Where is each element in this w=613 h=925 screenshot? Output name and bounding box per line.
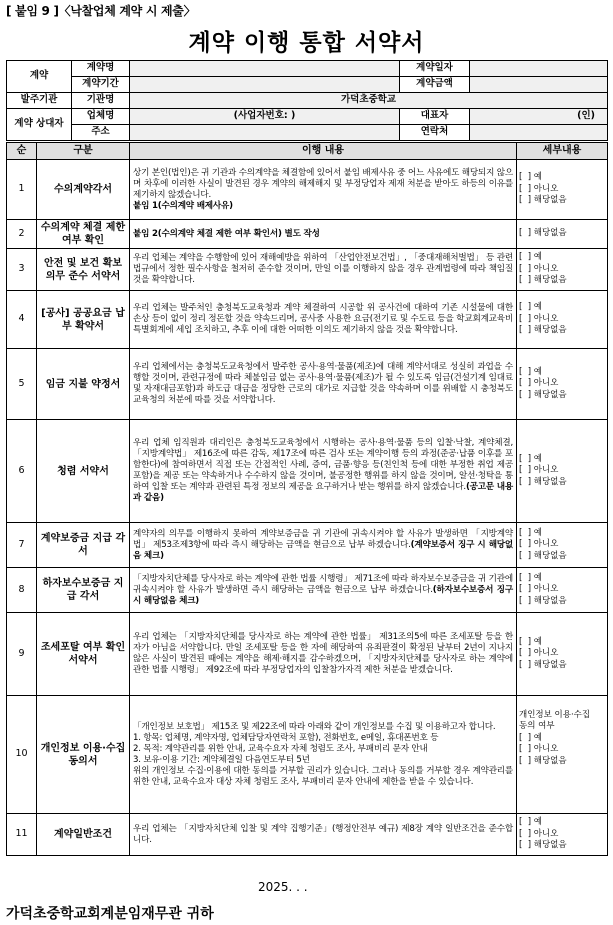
col-details: 세부내용 <box>517 143 608 160</box>
row-category: 안전 및 보건 확보 의무 준수 서약서 <box>37 249 130 291</box>
date-line: 2025. . . <box>258 880 308 894</box>
row-category: 청렴 서약서 <box>37 420 130 523</box>
consent-line: 위의 개인정보 수집·이용에 대한 동의를 거부할 권리가 있습니다. 그러나 동의를 거부할 경우 계약관리를 위한 안내, 교육수요자 대상 자체 청렴도 조사, 부패비리 문자 안내에 제한을 받을 수 있습니다. <box>133 765 513 787</box>
row-category: 수의계약각서 <box>37 160 130 220</box>
table-row <box>7 249 608 291</box>
contract-name-field[interactable] <box>130 61 400 77</box>
consent-line: 2. 목적: 계약관리를 위한 안내, 교육수요자 자체 청렴도 조사, 부패비리 문자 안내 <box>133 743 428 754</box>
row-options[interactable]: [ ] 예 [ ] 아니오 [ ] 해당없음 <box>517 249 608 291</box>
seal-field[interactable]: (인) <box>470 109 608 125</box>
agency-label: 기관명 <box>72 93 130 109</box>
row-category: 임금 지불 약정서 <box>37 349 130 420</box>
ordering-label: 발주기관 <box>7 93 72 109</box>
table-row <box>7 613 608 696</box>
address-field[interactable] <box>130 125 400 141</box>
row-options[interactable]: [ ] 예 [ ] 아니오 [ ] 해당없음 <box>517 613 608 696</box>
row-content: 우리 업체는 발주처인 충청북도교육청과 계약 체결하여 시공할 위 공사건에 대하여 기존 시설물에 대한 손상 등이 없이 정리 정돈할 것을 약속드리며, 공사중 사용한 요금(전기료 및 수도료 등을 학교회계교육비특별회계에 세입 조치하고, 추후 이에 대한 어떠한 이의도 제기하지 않을 것을 확약합니다. <box>130 291 517 349</box>
row-sub: 붙임 2(수의계약 체결 제한 여부 확인서) 별도 작성 <box>133 228 320 239</box>
address-label: 주소 <box>72 125 130 141</box>
table-row <box>7 523 608 568</box>
row-options[interactable]: [ ] 예 [ ] 아니오 [ ] 해당없음 <box>517 568 608 613</box>
row-text: 「지방자치단체를 당사자로 하는 계약에 관한 법률 시행령」 제71조에 따라 하자보수보증금을 귀 기관에 귀속시켜야 할 사유가 발생하면 즉시 해당하는 금액을 현금으로 납부 하겠습니다. <box>133 573 513 595</box>
row-text: 계약자의 의무를 이행하지 못하여 계약보증금을 귀 기관에 귀속시켜야 할 사유가 발생하면 「지방계약법」 제53조제3항에 따라 즉시 해당하는 금액을 현금으로 납부 하겠습니다. <box>133 528 513 550</box>
consent-line: 「개인정보 보호법」 제15조 및 제22조에 따라 아래와 같이 개인정보를 수집 및 이용하고자 합니다. <box>133 721 496 732</box>
contract-amount-field[interactable] <box>470 77 608 93</box>
table-row <box>7 814 608 856</box>
row-options[interactable]: [ ] 예 [ ] 아니오 [ ] 해당없음 <box>517 349 608 420</box>
contract-period-label: 계약기간 <box>72 77 130 93</box>
row-content: 우리 업체는 「지방자치단체를 당사자로 하는 계약에 관한 법률」 제31조의5에 따른 조세포탈 등을 한 자가 아님을 서약합니다. 만일 조세포탈 등을 한 자에 해당하여 유죄판결이 확정된 날부터 2년이 지나지 않은 사실이 발견된 때에는 계약을 해제·해지를 감수하겠으며, 「지방자치단체를 당사자로 하는 계약에 관한 법률 시행령」 제92조에 따라 부정당업자의 입찰참가자격 제한 처분을 받겠습니다. <box>130 613 517 696</box>
contract-name-label: 계약명 <box>72 61 130 77</box>
row-no: 8 <box>7 568 37 613</box>
phone-label: 연락처 <box>400 125 470 141</box>
table-row <box>7 696 608 814</box>
contract-amount-label: 계약금액 <box>400 77 470 93</box>
row-options[interactable]: [ ] 예 [ ] 아니오 [ ] 해당없음 <box>517 420 608 523</box>
page-title: 계약 이행 통합 서약서 <box>188 30 425 56</box>
row-content <box>130 420 517 523</box>
table-row <box>7 220 608 249</box>
row-text: 상기 본인(법인)은 귀 기관과 수의계약을 체결함에 있어서 붙임 배제사유 중 어느 사유에도 해당되지 않으며 차후에 이러한 사실이 발견된 경우 계약의 해제해지 및 부정당업자 제재 처분을 받아도 하등의 이유를 제기하지 않겠습니다. <box>133 167 513 200</box>
row-no: 9 <box>7 613 37 696</box>
consent-line: 3. 보유·이용 기간: 계약체결일 다음연도부터 5년 <box>133 754 310 765</box>
row-category: 수의계약 체결 제한여부 확인 <box>37 220 130 249</box>
row-sub: (하자보수보증서 징구 시 해당없음 체크) <box>133 584 514 606</box>
annex-label: [ 붙임 9 ]〈낙찰업체 계약 시 제출〉 <box>6 4 196 18</box>
row-no: 7 <box>7 523 37 568</box>
col-content: 이행 내용 <box>130 143 517 160</box>
table-row <box>7 291 608 349</box>
row-no: 2 <box>7 220 37 249</box>
row-content <box>130 523 517 568</box>
row-options[interactable]: 개인정보 이용·수집 동의 여부 [ ] 예 [ ] 아니오 [ ] 해당없음 <box>517 696 608 814</box>
row-no: 3 <box>7 249 37 291</box>
contract-period-field[interactable] <box>130 77 400 93</box>
row-options[interactable]: [ ] 예 [ ] 아니오 [ ] 해당없음 <box>517 291 608 349</box>
row-no: 4 <box>7 291 37 349</box>
row-category: 개인정보 이용·수집 동의서 <box>37 696 130 814</box>
company-label: 업체명 <box>72 109 130 125</box>
table-row <box>7 349 608 420</box>
row-category: [공사] 공공요금 납부 확약서 <box>37 291 130 349</box>
row-options[interactable]: [ ] 예 [ ] 아니오 [ ] 해당없음 <box>517 160 608 220</box>
row-content <box>130 568 517 613</box>
col-no: 순 <box>7 143 37 160</box>
contract-date-field[interactable] <box>470 61 608 77</box>
row-no: 5 <box>7 349 37 420</box>
row-content: 우리 업체에서는 충청북도교육청에서 발주한 공사·용역·물품(제조)에 대해 계약서대로 성실히 과업을 수행할 것이며, 관련규정에 따라 체불임금 없는 공사·용역·물품(제조)가 될 수 있도록 임금(건설기계 임대료 및 자재대금포함)과 하도급 대금을 정당한 근로의 대가로 지급할 것을 약속하며 이를 위배할 시 충청북도교육청의 처분에 따를 것을 서약합니다. <box>130 349 517 420</box>
row-no: 10 <box>7 696 37 814</box>
row-content <box>130 696 517 814</box>
row-no: 6 <box>7 420 37 523</box>
row-options[interactable]: [ ] 해당없음 <box>517 220 608 249</box>
table-row <box>7 568 608 613</box>
row-sub: 붙임 1(수의계약 배제사유) <box>133 200 233 211</box>
row-category: 계약보증금 지급 각서 <box>37 523 130 568</box>
row-content <box>130 160 517 220</box>
row-no: 11 <box>7 814 37 856</box>
row-options[interactable]: [ ] 예 [ ] 아니오 [ ] 해당없음 <box>517 523 608 568</box>
party-label: 계약 상대자 <box>7 109 72 141</box>
row-sub: (공고문 내용과 같음) <box>133 482 514 503</box>
row-content: 우리 업체는 「지방자치단체 입찰 및 계약 집행기준」(행정안전부 예규) 제8장 계약 일반조건을 준수합니다. <box>130 814 517 856</box>
row-content <box>130 220 517 249</box>
consent-line: 1. 항목: 업체명, 계약자명, 업체담당자연락처 포함), 전화번호, e메일, 휴대폰번호 등 <box>133 732 439 743</box>
table-row <box>7 160 608 220</box>
table-row <box>7 420 608 523</box>
rep-label: 대표자 <box>400 109 470 125</box>
row-text: 우리 업체 임직원과 대리인은 충청북도교육청에서 시행하는 공사·용역·물품 등의 입찰·낙찰, 계약체결, 「지방계약법」 제16조에 따른 감독, 제17조에 따른 검사 또는 계약이행 등의 과정(준공·납품 이후를 포함한다)에 참여하면서 직접 또는 간접적인 사례, 증여, 금품·향응 등(친인척 등에 대한 부정한 취업 제공 포함)을 제공 또는 약속하거나 수수하지 않을 것이며, 불공정한 행위를 하지 않을 것이며, 알선·청탁을 통하여 입찰 또는 계약과 관련된 특정 정보의 제공을 요구하거나 받는 행위를 하지 않겠습니다. <box>133 438 513 492</box>
row-category: 하자보수보증금 지급 각서 <box>37 568 130 613</box>
agency-value: 가덕초중학교 <box>130 93 608 109</box>
contract-header-table <box>6 60 608 141</box>
col-category: 구분 <box>37 143 130 160</box>
contract-label: 계약 <box>7 61 72 93</box>
bizno-field[interactable]: (사업자번호: ) <box>130 109 400 125</box>
row-content: 우리 업체는 계약을 수행함에 있어 재해예방을 위하여 「산업안전보건법」, 「중대재해처벌법」 등 관련 법규에서 정한 필수사항을 철저히 준수할 것이며, 만일 이를 이행하지 않을 경우 관계법령에 따라 책임질 것을 확약합니다. <box>130 249 517 291</box>
row-sub: (계약보증서 징구 시 해당없음 체크) <box>133 539 514 561</box>
row-category: 조세포탈 여부 확인 서약서 <box>37 613 130 696</box>
footer-addressee: 가덕초중학교회계분임재무관 귀하 <box>6 906 214 922</box>
row-no: 1 <box>7 160 37 220</box>
contract-date-label: 계약일자 <box>400 61 470 77</box>
row-category: 계약일반조건 <box>37 814 130 856</box>
pledge-table <box>6 142 608 856</box>
row-options[interactable]: [ ] 예 [ ] 아니오 [ ] 해당없음 <box>517 814 608 856</box>
phone-field[interactable] <box>470 125 608 141</box>
